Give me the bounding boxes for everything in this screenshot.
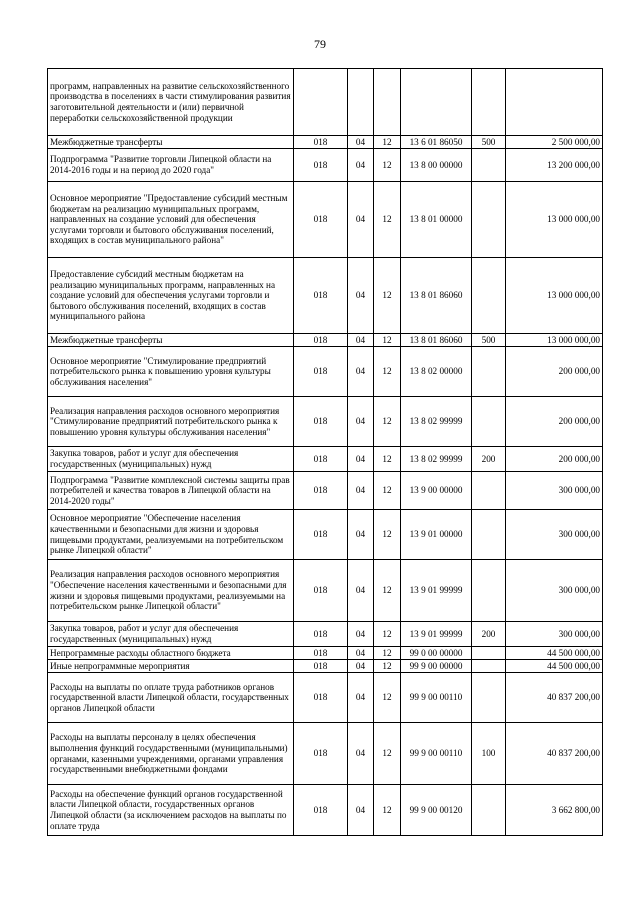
row-amount-cell: 300 000,00 (506, 472, 603, 510)
row-name-cell: Расходы на обеспечение функций органов государственной власти Липецкой области, государственных органов Липецкой области (за исключением расходов на выплаты по оплате труда (48, 785, 294, 836)
row-section-cell: 04 (348, 136, 374, 149)
row-subsection-cell: 12 (374, 347, 401, 397)
row-type-cell: 100 (472, 723, 506, 785)
row-name-cell: Иные непрограммные мероприятия (48, 660, 294, 673)
row-amount-cell: 300 000,00 (506, 560, 603, 622)
row-target-cell: 13 8 00 00000 (401, 149, 472, 182)
row-code-cell: 018 (294, 447, 348, 472)
row-amount-cell (506, 69, 603, 136)
row-type-cell: 200 (472, 622, 506, 647)
row-code-cell: 018 (294, 622, 348, 647)
row-code-cell: 018 (294, 472, 348, 510)
row-amount-cell: 200 000,00 (506, 447, 603, 472)
row-subsection-cell: 12 (374, 447, 401, 472)
row-subsection-cell: 12 (374, 785, 401, 836)
row-type-cell (472, 149, 506, 182)
row-target-cell: 99 9 00 00000 (401, 660, 472, 673)
row-name-cell: Непрограммные расходы областного бюджета (48, 647, 294, 660)
row-amount-cell: 44 500 000,00 (506, 660, 603, 673)
row-amount-cell: 3 662 800,00 (506, 785, 603, 836)
table-row (48, 447, 603, 472)
row-code-cell: 018 (294, 334, 348, 347)
row-type-cell (472, 472, 506, 510)
row-section-cell: 04 (348, 660, 374, 673)
table-row (48, 785, 603, 836)
table-row (48, 149, 603, 182)
row-section-cell: 04 (348, 560, 374, 622)
row-subsection-cell: 12 (374, 622, 401, 647)
row-name-cell: Закупка товаров, работ и услуг для обеспечения государственных (муниципальных) нужд (48, 622, 294, 647)
row-name-cell: Подпрограмма "Развитие торговли Липецкой области на 2014-2016 годы и на период до 2020 года" (48, 149, 294, 182)
table-row (48, 347, 603, 397)
row-target-cell: 13 6 01 86050 (401, 136, 472, 149)
row-amount-cell: 2 500 000,00 (506, 136, 603, 149)
row-subsection-cell: 12 (374, 660, 401, 673)
row-subsection-cell: 12 (374, 136, 401, 149)
row-section-cell: 04 (348, 447, 374, 472)
row-target-cell: 13 8 01 86060 (401, 334, 472, 347)
row-code-cell: 018 (294, 182, 348, 258)
row-target-cell: 13 8 01 86060 (401, 258, 472, 334)
row-subsection-cell: 12 (374, 560, 401, 622)
table-row (48, 622, 603, 647)
row-target-cell: 99 9 00 00110 (401, 673, 472, 723)
row-section-cell: 04 (348, 182, 374, 258)
table-row (48, 397, 603, 447)
row-subsection-cell: 12 (374, 647, 401, 660)
row-type-cell (472, 785, 506, 836)
row-target-cell: 13 8 02 99999 (401, 397, 472, 447)
row-amount-cell: 13 000 000,00 (506, 258, 603, 334)
row-type-cell (472, 647, 506, 660)
row-section-cell: 04 (348, 510, 374, 560)
row-section-cell: 04 (348, 397, 374, 447)
table-row (48, 472, 603, 510)
row-type-cell (472, 560, 506, 622)
row-amount-cell: 40 837 200,00 (506, 673, 603, 723)
row-section-cell: 04 (348, 149, 374, 182)
budget-table-body (48, 69, 603, 836)
table-row (48, 334, 603, 347)
row-section-cell: 04 (348, 723, 374, 785)
row-amount-cell: 40 837 200,00 (506, 723, 603, 785)
row-code-cell: 018 (294, 510, 348, 560)
row-type-cell (472, 397, 506, 447)
row-target-cell: 13 9 00 00000 (401, 472, 472, 510)
row-amount-cell: 13 200 000,00 (506, 149, 603, 182)
row-target-cell: 13 9 01 00000 (401, 510, 472, 560)
row-name-cell: Реализация направления расходов основного мероприятия "Стимулирование предприятий потребительского рынка к повышению уровня культуры обслуживания населения" (48, 397, 294, 447)
row-code-cell: 018 (294, 647, 348, 660)
row-amount-cell: 13 000 000,00 (506, 334, 603, 347)
row-target-cell: 99 0 00 00000 (401, 647, 472, 660)
row-type-cell (472, 660, 506, 673)
table-row (48, 136, 603, 149)
row-amount-cell: 44 500 000,00 (506, 647, 603, 660)
row-subsection-cell: 12 (374, 149, 401, 182)
row-type-cell (472, 510, 506, 560)
row-type-cell (472, 69, 506, 136)
row-section-cell: 04 (348, 258, 374, 334)
table-row (48, 182, 603, 258)
budget-table (47, 68, 603, 836)
table-row (48, 510, 603, 560)
row-section-cell: 04 (348, 347, 374, 397)
row-name-cell: Расходы на выплаты по оплате труда работников органов государственной власти Липецкой области, государственных органов Липецкой области (48, 673, 294, 723)
row-subsection-cell: 12 (374, 472, 401, 510)
row-type-cell: 500 (472, 334, 506, 347)
row-section-cell: 04 (348, 647, 374, 660)
row-subsection-cell: 12 (374, 397, 401, 447)
row-section-cell (348, 69, 374, 136)
row-amount-cell: 300 000,00 (506, 622, 603, 647)
row-target-cell (401, 69, 472, 136)
row-target-cell: 99 9 00 00110 (401, 723, 472, 785)
row-subsection-cell: 12 (374, 182, 401, 258)
row-section-cell: 04 (348, 334, 374, 347)
row-code-cell: 018 (294, 660, 348, 673)
row-code-cell: 018 (294, 723, 348, 785)
row-target-cell: 13 8 01 00000 (401, 182, 472, 258)
row-name-cell: Предоставление субсидий местным бюджетам на реализацию муниципальных программ, направленных на создание условий для обеспечения услугами торговли и бытового обслуживания поселений, входящих в состав муниципального района (48, 258, 294, 334)
row-code-cell: 018 (294, 560, 348, 622)
row-subsection-cell (374, 69, 401, 136)
row-amount-cell: 200 000,00 (506, 397, 603, 447)
table-row (48, 647, 603, 660)
row-name-cell: Закупка товаров, работ и услуг для обеспечения государственных (муниципальных) нужд (48, 447, 294, 472)
row-code-cell: 018 (294, 136, 348, 149)
page-number: 79 (314, 37, 326, 51)
row-name-cell: Межбюджетные трансферты (48, 136, 294, 149)
row-subsection-cell: 12 (374, 673, 401, 723)
table-row (48, 560, 603, 622)
row-target-cell: 13 8 02 00000 (401, 347, 472, 397)
row-type-cell (472, 182, 506, 258)
row-name-cell: Подпрограмма "Развитие комплексной системы защиты прав потребителей и качества товаров в Липецкой области на 2014-2020 годы" (48, 472, 294, 510)
row-target-cell: 99 9 00 00120 (401, 785, 472, 836)
row-name-cell: Межбюджетные трансферты (48, 334, 294, 347)
row-code-cell: 018 (294, 785, 348, 836)
row-subsection-cell: 12 (374, 510, 401, 560)
row-section-cell: 04 (348, 785, 374, 836)
row-name-cell: Основное мероприятие "Обеспечение населения качественными и безопасными для жизни и здоровья пищевыми продуктами, реализуемыми на потребительском рынке Липецкой области" (48, 510, 294, 560)
row-section-cell: 04 (348, 673, 374, 723)
row-name-cell: программ, направленных на развитие сельскохозяйственного производства в поселениях в части стимулирования развития заготовительной деятельности и (или) первичной переработки сельскохозяйственной продукции (48, 69, 294, 136)
row-name-cell: Расходы на выплаты персоналу в целях обеспечения выполнения функций государственными (муниципальными) органами, казенными учреждениями, органами управления государственными внебюджетными фондами (48, 723, 294, 785)
table-row (48, 673, 603, 723)
row-code-cell: 018 (294, 347, 348, 397)
row-target-cell: 13 8 02 99999 (401, 447, 472, 472)
row-target-cell: 13 9 01 99999 (401, 560, 472, 622)
table-row (48, 660, 603, 673)
row-section-cell: 04 (348, 622, 374, 647)
row-type-cell: 500 (472, 136, 506, 149)
row-code-cell: 018 (294, 258, 348, 334)
row-section-cell: 04 (348, 472, 374, 510)
row-type-cell (472, 347, 506, 397)
row-name-cell: Основное мероприятие "Стимулирование предприятий потребительского рынка к повышению уровня культуры обслуживания населения" (48, 347, 294, 397)
row-name-cell: Основное мероприятие "Предоставление субсидий местным бюджетам на реализацию муниципальных программ, направленных на создание условий для обеспечения услугами торговли и бытового обслуживания поселений, входящих в состав муниципального района" (48, 182, 294, 258)
row-name-cell: Реализация направления расходов основного мероприятия "Обеспечение населения качественными и безопасными для жизни и здоровья пищевыми продуктами, реализуемыми на потребительском рынке Липецкой области" (48, 560, 294, 622)
row-subsection-cell: 12 (374, 723, 401, 785)
row-target-cell: 13 9 01 99999 (401, 622, 472, 647)
table-row (48, 69, 603, 136)
table-row (48, 258, 603, 334)
row-code-cell: 018 (294, 397, 348, 447)
row-amount-cell: 200 000,00 (506, 347, 603, 397)
row-subsection-cell: 12 (374, 334, 401, 347)
row-type-cell (472, 258, 506, 334)
row-subsection-cell: 12 (374, 258, 401, 334)
row-code-cell: 018 (294, 673, 348, 723)
row-code-cell (294, 69, 348, 136)
row-amount-cell: 300 000,00 (506, 510, 603, 560)
table-row (48, 723, 603, 785)
row-amount-cell: 13 000 000,00 (506, 182, 603, 258)
row-type-cell: 200 (472, 447, 506, 472)
row-code-cell: 018 (294, 149, 348, 182)
row-type-cell (472, 673, 506, 723)
